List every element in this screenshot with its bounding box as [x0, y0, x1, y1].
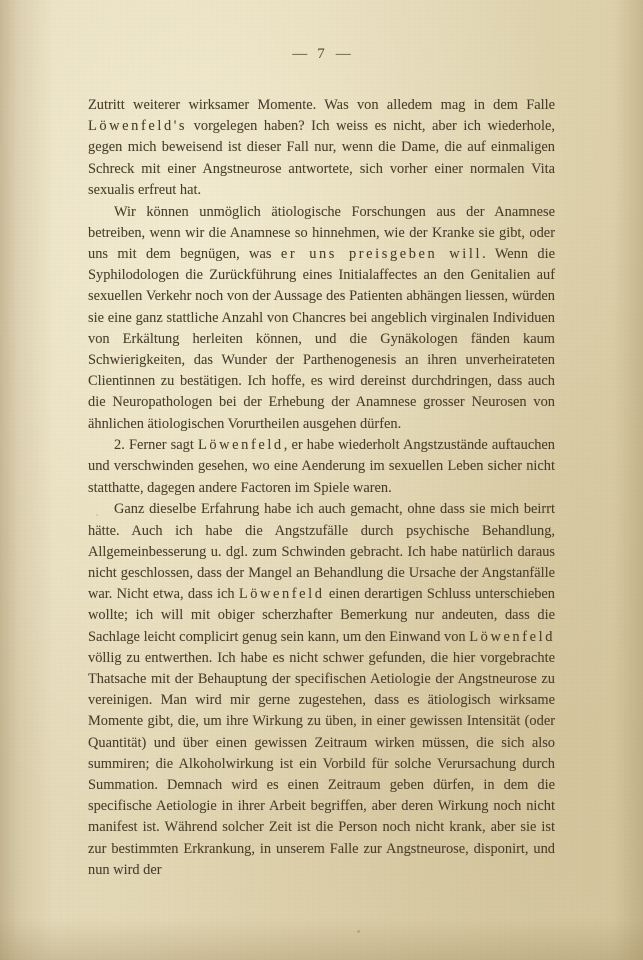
body-paragraph: Zutritt weiterer wirksamer Momente. Was von alledem mag in dem Falle Löwenfeld's vorgelegen haben? Ich weiss es nicht, aber ich wiederhole, gegen mich beweisend ist dieser Fall nur, wenn die Dame, die auf einmaligen Schreck mit einer Angstneurose antwortete, sich vorher einer normalen Vita sexualis erfreut hat. [88, 97, 555, 198]
folio-number: 7 [317, 46, 326, 62]
paper-speck [357, 930, 360, 933]
page-content [88, 46, 555, 882]
folio-dash-left: — [292, 46, 308, 62]
page-number-header [88, 46, 555, 63]
page-right-edge-shadow [613, 0, 643, 960]
body-paragraph: Ganz dieselbe Erfahrung habe ich auch gemacht, ohne dass sie mich beirrt hätte. Auch ich habe die Angstzufälle durch psychische Behandlung, Allgemeinbesserung u. dgl. zum Schwinden gebracht. Ich habe natürlich daraus nicht geschlossen, dass der Mangel an Behandlung die Ursache der Angstanfälle war. Nicht etwa, dass ich Löwenfeld einen derartigen Schluss unterschieben wollte; ich will mit obiger scherzhafter Bemerkung nur andeuten, dass die Sachlage leicht complicirt genug sein kann, um den Einwand von Löwenfeld völlig zu entwerthen. Ich habe es nicht schwer gefunden, die hier vorgebrachte Thatsache mit der Behauptung der specifischen Aetiologie der Angstneurose zu vereinigen. Man wird mir gerne zugestehen, dass es ätiologisch wirksame Momente gibt, die, um ihre Wirkung zu üben, in einer gewissen Intensität (oder Quantität) und über einen gewissen Zeitraum wirken müssen, die sich also summiren; die Alkoholwirkung ist ein Vorbild für solche Verursachung durch Summation. Demnach wird es einen Zeitraum geben dürfen, in dem die specifische Aetiologie in ihrer Arbeit begriffen, aber deren Wirkung noch nicht manifest ist. Während solcher Zeit ist die Person noch nicht krank, aber sie ist zur bestimmten Erkrankung, in unserem Falle zur Angstneurose, disponirt, und nun wird der [88, 501, 555, 878]
page-gutter-shadow [0, 0, 54, 960]
body-paragraph: 2. Ferner sagt Löwenfeld, er habe wiederholt Angstzustände auftauchen und verschwinden gesehen, wo eine Aenderung im sexuellen Leben sicher nicht statthatte, dagegen andere Factoren im Spiele waren. [88, 437, 555, 496]
page-bottom-edge-shadow [0, 918, 643, 960]
folio-dash-right: — [335, 46, 351, 62]
body-paragraph: Wir können unmöglich ätiologische Forschungen aus der Anamnese betreiben, wenn wir die Anamnese so hinnehmen, wie der Kranke sie gibt, oder uns mit dem begnügen, was er uns preisgeben will. Wenn die Syphilodologen die Zurückführung eines Initialaffectes an den Genitalien auf sexuellen Verkehr noch von der Aussage des Patienten abhängen liessen, würden sie eine ganz stattliche Anzahl von Chancres bei angeblich virginalen Individuen von Erkältung herleiten können, und die Gynäkologen fänden kaum Schwierigkeiten, das Wunder der Parthenogenesis an ihren unverheirateten Clientinnen zu bestätigen. Ich hoffe, es wird dereinst durchdringen, dass auch die Neuropathologen bei der Erhebung der Anamnese grosser Neurosen von ähnlichen ätiologischen Vorurtheilen ausgehen dürfen. [88, 203, 555, 432]
